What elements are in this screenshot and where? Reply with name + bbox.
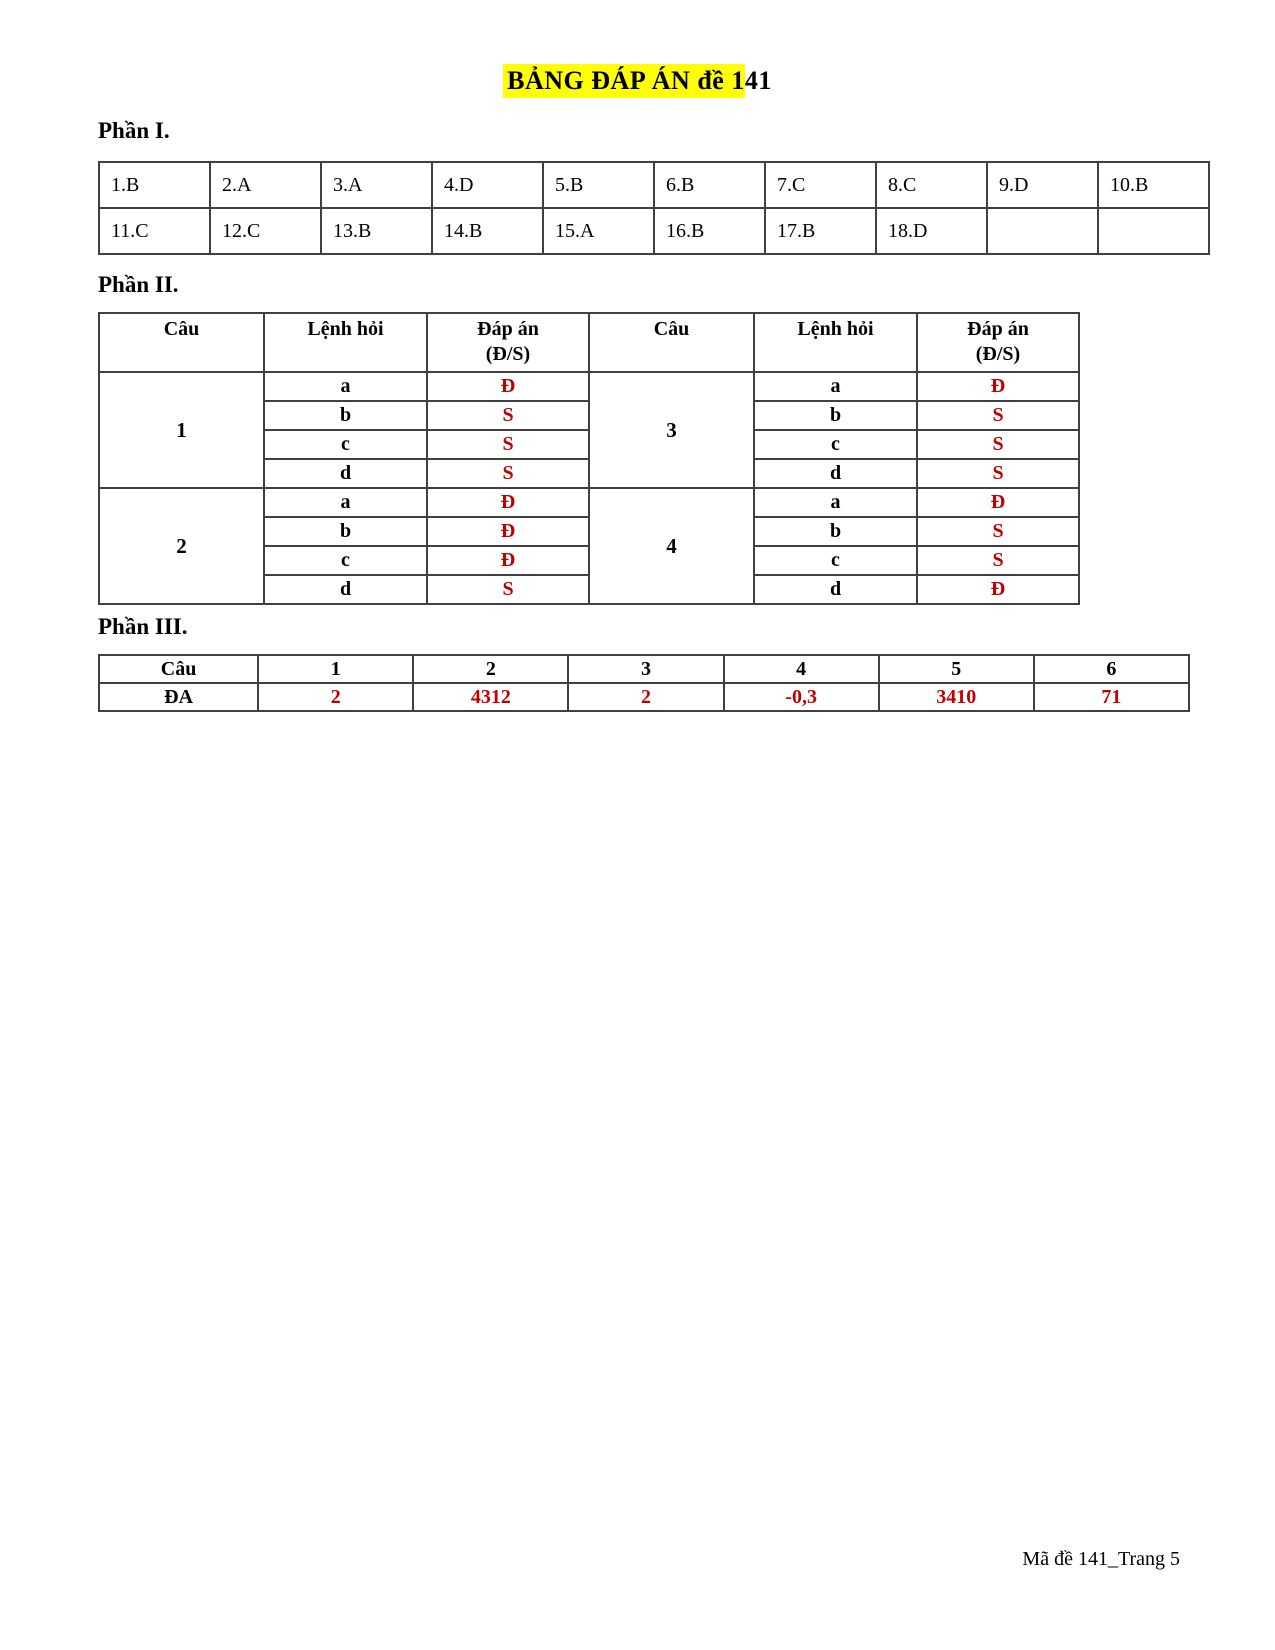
part1-answer-cell: 13.B xyxy=(321,208,432,254)
part2-header-lenhhoi-left: Lệnh hỏi xyxy=(264,313,427,372)
part2-answer-cell: S xyxy=(917,459,1079,488)
part3-header-row xyxy=(99,655,1189,683)
part2-answer-cell: Đ xyxy=(917,372,1079,401)
part2-answer-cell: Đ xyxy=(917,488,1079,517)
part1-answer-cell xyxy=(987,208,1098,254)
part3-question-number: 2 xyxy=(413,655,568,683)
part1-answer-cell: 1.B xyxy=(99,162,210,208)
part2-subquestion-label: d xyxy=(754,459,917,488)
part2-header-dapan-line1: Đáp án xyxy=(967,318,1029,340)
part2-header-cau-left: Câu xyxy=(99,313,264,372)
part1-answer-cell: 3.A xyxy=(321,162,432,208)
part3-question-number: 1 xyxy=(258,655,413,683)
part3-answer-cell: 3410 xyxy=(879,683,1034,711)
part2-subquestion-label: d xyxy=(264,459,427,488)
part2-subquestion-label: a xyxy=(754,372,917,401)
part1-answer-cell: 7.C xyxy=(765,162,876,208)
part2-table-header xyxy=(99,313,1079,372)
part3-answer-cell: 4312 xyxy=(413,683,568,711)
part1-table-body xyxy=(99,162,1209,254)
part3-answer-cell: 2 xyxy=(568,683,723,711)
part1-answer-cell: 17.B xyxy=(765,208,876,254)
part2-subquestion-label: b xyxy=(754,517,917,546)
part2-subquestion-label: b xyxy=(754,401,917,430)
part2-answer-cell: S xyxy=(427,401,589,430)
part2-question-number: 3 xyxy=(589,372,754,488)
part3-table-body xyxy=(99,655,1189,711)
part2-header-dapan-line2: (Đ/S) xyxy=(485,343,531,365)
part2-answer-cell: S xyxy=(917,546,1079,575)
part1-answer-cell: 14.B xyxy=(432,208,543,254)
part1-answer-cell: 9.D xyxy=(987,162,1098,208)
part2-subquestion-label: c xyxy=(754,546,917,575)
part3-question-number: 6 xyxy=(1034,655,1189,683)
part2-subquestion-label: c xyxy=(754,430,917,459)
part2-answer-cell: S xyxy=(427,575,589,604)
part1-answer-cell: 12.C xyxy=(210,208,321,254)
part2-header-dapan-line1: Đáp án xyxy=(477,318,539,340)
part1-row xyxy=(99,208,1209,254)
part3-answer-cell: 71 xyxy=(1034,683,1189,711)
part1-answer-cell: 15.A xyxy=(543,208,654,254)
page-title-rest: 41 xyxy=(744,66,772,95)
part2-header-dapan-right xyxy=(917,313,1079,372)
part3-question-number: 3 xyxy=(568,655,723,683)
part2-header-lenhhoi-right: Lệnh hỏi xyxy=(754,313,917,372)
part3-heading: Phần III. xyxy=(98,614,188,639)
part2-header-dapan-line2: (Đ/S) xyxy=(975,343,1021,365)
part1-answer-cell: 16.B xyxy=(654,208,765,254)
part1-heading: Phần I. xyxy=(98,118,170,143)
page-footer: Mã đề 141_Trang 5 xyxy=(1022,1548,1180,1570)
part1-table xyxy=(98,161,1210,255)
part2-subquestion-label: d xyxy=(264,575,427,604)
part3-da-label: ĐA xyxy=(99,683,258,711)
part2-answer-cell: Đ xyxy=(427,546,589,575)
part1-row xyxy=(99,162,1209,208)
part2-header-dapan-left xyxy=(427,313,589,372)
part2-answer-cell: Đ xyxy=(427,372,589,401)
part2-row xyxy=(99,372,1079,401)
part3-answer-row xyxy=(99,683,1189,711)
part2-subquestion-label: b xyxy=(264,517,427,546)
part2-subquestion-label: c xyxy=(264,546,427,575)
part2-answer-cell: Đ xyxy=(427,488,589,517)
page-title xyxy=(98,0,1275,96)
part2-row xyxy=(99,488,1079,517)
part3-answer-cell: -0,3 xyxy=(724,683,879,711)
part1-answer-cell: 4.D xyxy=(432,162,543,208)
part1-answer-cell: 18.D xyxy=(876,208,987,254)
part2-answer-cell: S xyxy=(917,401,1079,430)
part2-header-row xyxy=(99,313,1079,372)
part2-subquestion-label: a xyxy=(754,488,917,517)
part2-answer-cell: S xyxy=(427,430,589,459)
part2-answer-cell: S xyxy=(917,430,1079,459)
part2-answer-cell: Đ xyxy=(917,575,1079,604)
part3-question-number: 4 xyxy=(724,655,879,683)
part1-answer-cell xyxy=(1098,208,1209,254)
part1-answer-cell: 8.C xyxy=(876,162,987,208)
part1-answer-cell: 2.A xyxy=(210,162,321,208)
part2-heading: Phần II. xyxy=(98,272,179,297)
part1-answer-cell: 5.B xyxy=(543,162,654,208)
part1-answer-cell: 11.C xyxy=(99,208,210,254)
part2-subquestion-label: a xyxy=(264,488,427,517)
part2-answer-cell: S xyxy=(917,517,1079,546)
part3-question-number: 5 xyxy=(879,655,1034,683)
part1-answer-cell: 10.B xyxy=(1098,162,1209,208)
part2-header-cau-right: Câu xyxy=(589,313,754,372)
part2-answer-cell: S xyxy=(427,459,589,488)
part3-cau-label: Câu xyxy=(99,655,258,683)
part1-answer-cell: 6.B xyxy=(654,162,765,208)
part2-question-number: 4 xyxy=(589,488,754,604)
part2-answer-cell: Đ xyxy=(427,517,589,546)
part2-question-number: 1 xyxy=(99,372,264,488)
page-content xyxy=(0,0,1275,712)
part2-subquestion-label: c xyxy=(264,430,427,459)
part3-answer-cell: 2 xyxy=(258,683,413,711)
part3-table xyxy=(98,654,1190,712)
part2-subquestion-label: d xyxy=(754,575,917,604)
part2-subquestion-label: a xyxy=(264,372,427,401)
part2-table-body xyxy=(99,372,1079,604)
part2-subquestion-label: b xyxy=(264,401,427,430)
part2-question-number: 2 xyxy=(99,488,264,604)
page-title-highlighted: BẢNG ĐÁP ÁN đề 1 xyxy=(503,64,745,98)
part2-table xyxy=(98,312,1080,605)
